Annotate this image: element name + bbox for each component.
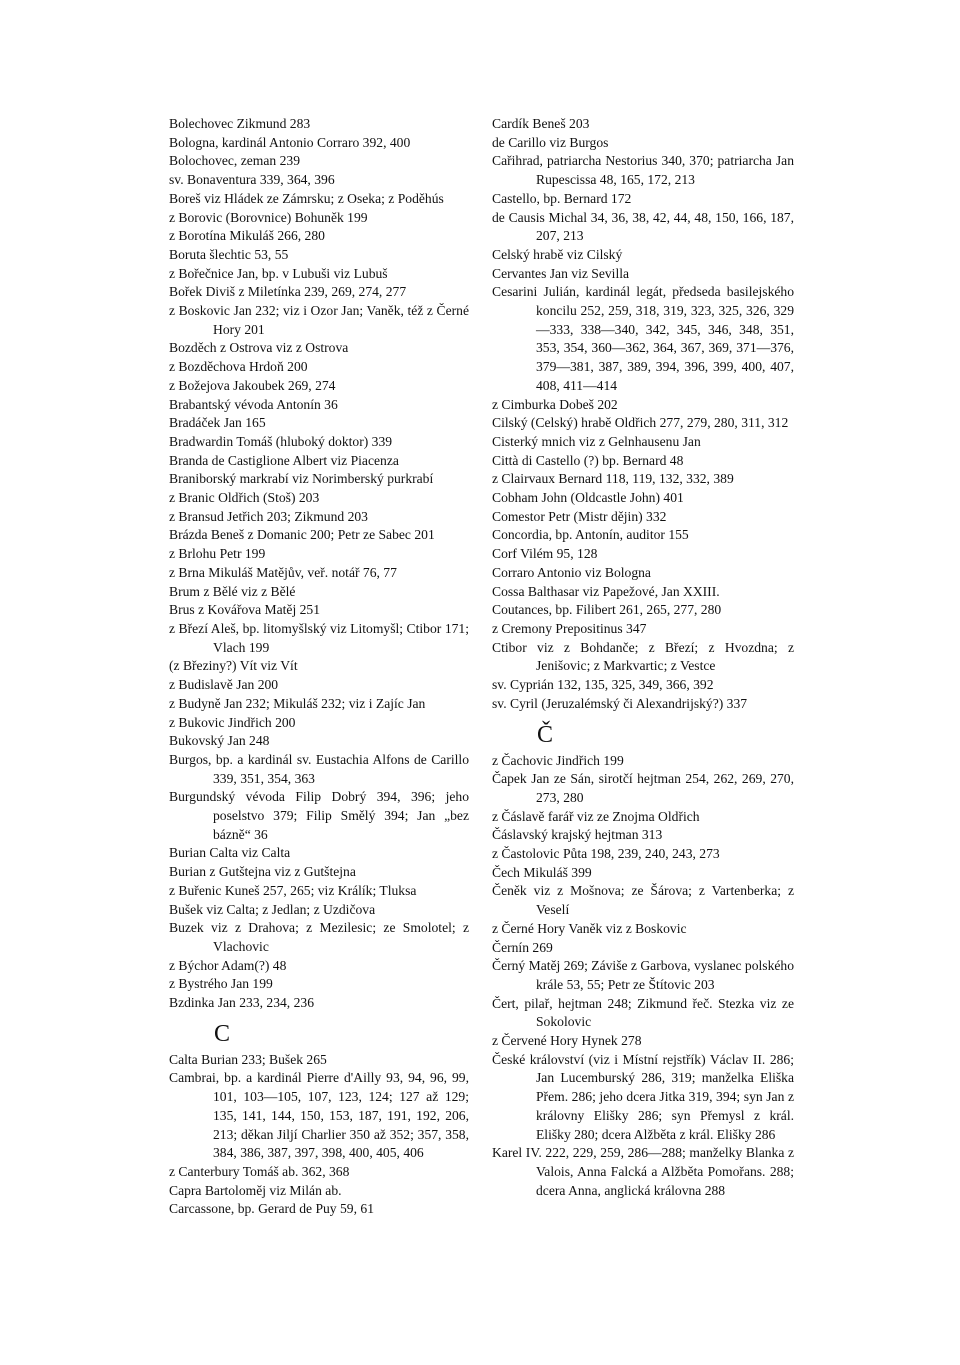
index-entry: Cisterký mnich viz z Gelnhausenu Jan xyxy=(492,433,701,449)
entries-c-continued-section xyxy=(492,115,794,714)
index-entry: sv. Bonaventura 339, 364, 396 xyxy=(169,172,335,188)
index-entry: Cesarini Julián, kardinál legát, předseda basilejského koncilu 252, 259, 318, 319, 323, 325, 326, 329—333, 338—340, 342, 345, 346, 348, 351, 353, 354, 360—362, 364, 367, 369, 371—376, 379—381, 387, 389, 394, 396, 399, 400, 407, 408, 411—414 xyxy=(492,284,794,393)
index-entry: Burgos, bp. a kardinál sv. Eustachia Alfons de Carillo 339, 351, 354, 363 xyxy=(169,751,469,786)
index-entry: z Čáslavě farář viz ze Znojma Oldřich xyxy=(492,808,700,824)
entries-b-section xyxy=(169,115,469,1013)
index-entry: z Cimburka Dobeš 202 xyxy=(492,396,618,412)
index-entry: Čapek Jan ze Sán, sirotčí hejtman 254, 262, 269, 270, 273, 280 xyxy=(492,771,794,805)
index-entry: z Čachovic Jindřich 199 xyxy=(492,752,624,768)
index-entry: Bzdinka Jan 233, 234, 236 xyxy=(169,995,314,1011)
letter-heading-c-caron: Č xyxy=(537,721,554,748)
index-entry: Cervantes Jan viz Sevilla xyxy=(492,265,630,281)
index-entry: z Bystrého Jan 199 xyxy=(169,976,273,992)
index-entry: z Brna Mikuláš Matějův, veř. notář 76, 77 xyxy=(169,564,397,580)
index-entry: z Budislavě Jan 200 xyxy=(169,677,279,693)
index-entry: z Budyně Jan 232; Mikuláš 232; viz i Zajíc Jan xyxy=(169,695,426,711)
index-entry: Brum z Bělé viz z Bělé xyxy=(169,583,296,599)
index-entry: z Boskovic Jan 232; viz i Ozor Jan; Vaněk, též z Černé Hory 201 xyxy=(169,303,469,337)
index-entry: Bradáček Jan 165 xyxy=(169,415,266,431)
left-column xyxy=(169,115,469,1219)
index-entry: z Častolovic Půta 198, 239, 240, 243, 273 xyxy=(492,846,720,862)
index-entry: Celský hrabě viz Cilský xyxy=(492,246,623,262)
index-entry: Cařihrad, patriarcha Nestorius 340, 370; patriarcha Jan Rupescissa 48, 165, 172, 213 xyxy=(492,153,794,188)
index-entry: Karel IV. 222, 229, 259, 286—288; manželky Blanka z Valois, Anna Falcká a Alžběta Pomořans. 288; dcera Anna, anglická královna 288 xyxy=(492,1145,794,1198)
index-entry: z Božejova Jakoubek 269, 274 xyxy=(169,377,336,393)
entries-c-section xyxy=(169,1051,469,1219)
index-entry: sv. Cyprián 132, 135, 325, 349, 366, 392 xyxy=(492,677,714,693)
index-entry: Cilský (Celský) hrabě Oldřich 277, 279, 280, 311, 312 xyxy=(492,415,789,431)
index-entry: z Bozděchova Hrdoň 200 xyxy=(169,359,308,375)
index-entry: Burian Calta viz Calta xyxy=(169,845,291,861)
index-entry: Bozděch z Ostrova viz z Ostrova xyxy=(169,340,349,356)
index-entry: Cambrai, bp. a kardinál Pierre d'Ailly 93, 94, 96, 99, 101, 103—105, 107, 123, 124; 127 až 129; 135, 141, 144, 150, 153, 187, 191, 192, 206, 213; děkan Jiljí Charlier 350 až 352; 357, 358, 384, 386, 387, 397, 398, 400, 405, 406 xyxy=(169,1070,469,1161)
index-entry: Cossa Balthasar viz Papežové, Jan XXIII. xyxy=(492,583,720,599)
index-entry: Bolochovec, zeman 239 xyxy=(169,153,300,169)
index-entry: Burgundský vévoda Filip Dobrý 394, 396; jeho poselstvo 379; Filip Smělý 394; Jan „bez bázně“ 36 xyxy=(169,789,469,842)
index-entry: Bušek viz Calta; z Jedlan; z Uzdičova xyxy=(169,901,376,917)
index-entry: Branda de Castiglione Albert viz Piacenza xyxy=(169,452,399,468)
index-entry: Boreš viz Hládek ze Zámrsku; z Oseka; z Poděhús xyxy=(169,190,444,206)
index-entry: Bolechovec Zikmund 283 xyxy=(169,116,311,131)
index-entry: Bořek Diviš z Miletínka 239, 269, 274, 277 xyxy=(169,284,407,300)
index-entry: Cardík Beneš 203 xyxy=(492,116,590,131)
index-entry: Černín 269 xyxy=(492,939,553,955)
index-entry: z Bransud Jetřich 203; Zikmund 203 xyxy=(169,508,368,524)
index-entry: z Brlohu Petr 199 xyxy=(169,546,266,562)
index-entry: Corraro Antonio viz Bologna xyxy=(492,564,651,580)
index-entry: Concordia, bp. Antonín, auditor 155 xyxy=(492,527,689,543)
index-entry: Brabantský vévoda Antonín 36 xyxy=(169,396,338,412)
index-entry: Città di Castello (?) bp. Bernard 48 xyxy=(492,452,684,468)
index-entry: Corf Vilém 95, 128 xyxy=(492,546,598,562)
index-entry: Bologna, kardinál Antonio Corraro 392, 400 xyxy=(169,134,411,150)
index-entry: z Cremony Prepositinus 347 xyxy=(492,620,647,636)
index-entry: z Červené Hory Hynek 278 xyxy=(492,1033,642,1049)
index-entry: (z Březiny?) Vít viz Vít xyxy=(169,658,298,674)
index-entry: Braniborský markrabí viz Norimberský purkrabí xyxy=(169,471,434,487)
index-entry: Boruta šlechtic 53, 55 xyxy=(169,246,289,262)
index-entry: České království (viz i Místní rejstřík) Václav II. 286; Jan Lucemburský 286, 319; manželka Eliška Přem. 286; jeho dcera Jitka 319, 394; syn Jan z královny Elišky 286; syn Přemysl z král. Elišky 280; dcera Alžběta z král. Elišky 286 xyxy=(492,1051,794,1142)
entries-c-caron-section xyxy=(492,752,794,1201)
index-entry: z Branic Oldřich (Stoš) 203 xyxy=(169,490,320,506)
index-entry: Brus z Kovářova Matěj 251 xyxy=(169,602,321,618)
index-entry: sv. Cyril (Jeruzalémský či Alexandrijský?) 337 xyxy=(492,695,748,711)
right-column xyxy=(492,115,794,1200)
index-entry: Brázda Beneš z Domanic 200; Petr ze Sabec 201 xyxy=(169,527,435,543)
letter-heading-c: C xyxy=(214,1020,231,1047)
index-entry: z Canterbury Tomáš ab. 362, 368 xyxy=(169,1163,350,1179)
index-entry: Bukovský Jan 248 xyxy=(169,733,270,749)
index-entry: z Březí Aleš, bp. litomyšlský viz Litomyšl; Ctibor 171; Vlach 199 xyxy=(169,620,469,655)
index-entry: de Carillo viz Burgos xyxy=(492,134,609,150)
index-entry: Comestor Petr (Mistr dějin) 332 xyxy=(492,508,667,524)
index-entry: z Bořečnice Jan, bp. v Lubuši viz Lubuš xyxy=(169,265,388,281)
index-entry: Bradwardin Tomáš (hluboký doktor) 339 xyxy=(169,433,393,449)
index-entry: z Býchor Adam(?) 48 xyxy=(169,957,287,973)
index-entry: z Borotína Mikuláš 266, 280 xyxy=(169,228,325,244)
index-entry: Coutances, bp. Filibert 261, 265, 277, 280 xyxy=(492,602,722,618)
index-entry: Carcassone, bp. Gerard de Puy 59, 61 xyxy=(169,1201,374,1217)
index-entry: de Causis Michal 34, 36, 38, 42, 44, 48, 150, 166, 187, 207, 213 xyxy=(492,209,794,244)
index-entry: Ctibor viz z Bohdanče; z Březí; z Hvozdna; z Jenišovic; z Markvartic; z Vestce xyxy=(492,639,794,674)
index-entry: Capra Bartoloměj viz Milán ab. xyxy=(169,1182,342,1198)
index-entry: Čert, pilař, hejtman 248; Zikmund řeč. Stezka viz ze Sokolovic xyxy=(492,995,794,1030)
index-entry: Calta Burian 233; Bušek 265 xyxy=(169,1051,327,1067)
index-entry: Čáslavský krajský hejtman 313 xyxy=(492,827,663,843)
index-entry: Čech Mikuláš 399 xyxy=(492,864,592,880)
index-entry: z Bukovic Jindřich 200 xyxy=(169,714,296,730)
index-entry: z Clairvaux Bernard 118, 119, 132, 332, 389 xyxy=(492,471,734,487)
index-entry: z Černé Hory Vaněk viz z Boskovic xyxy=(492,920,687,936)
index-entry: Castello, bp. Bernard 172 xyxy=(492,190,632,206)
index-entry: Černý Matěj 269; Záviše z Garbova, vyslanec polského krále 53, 55; Petr ze Štítovic 203 xyxy=(492,958,794,992)
index-entry: z Buřenic Kuneš 257, 265; viz Králík; Tluksa xyxy=(169,882,417,898)
index-entry: z Borovic (Borovnice) Bohuněk 199 xyxy=(169,209,368,225)
index-entry: Cobham John (Oldcastle John) 401 xyxy=(492,490,684,506)
index-entry: Burian z Gutštejna viz z Gutštejna xyxy=(169,864,356,880)
index-entry: Buzek viz z Drahova; z Mezilesic; ze Smolotel; z Vlachovic xyxy=(169,920,469,954)
index-entry: Čeněk viz z Mošnova; ze Šárova; z Vartenberka; z Veselí xyxy=(492,883,794,918)
